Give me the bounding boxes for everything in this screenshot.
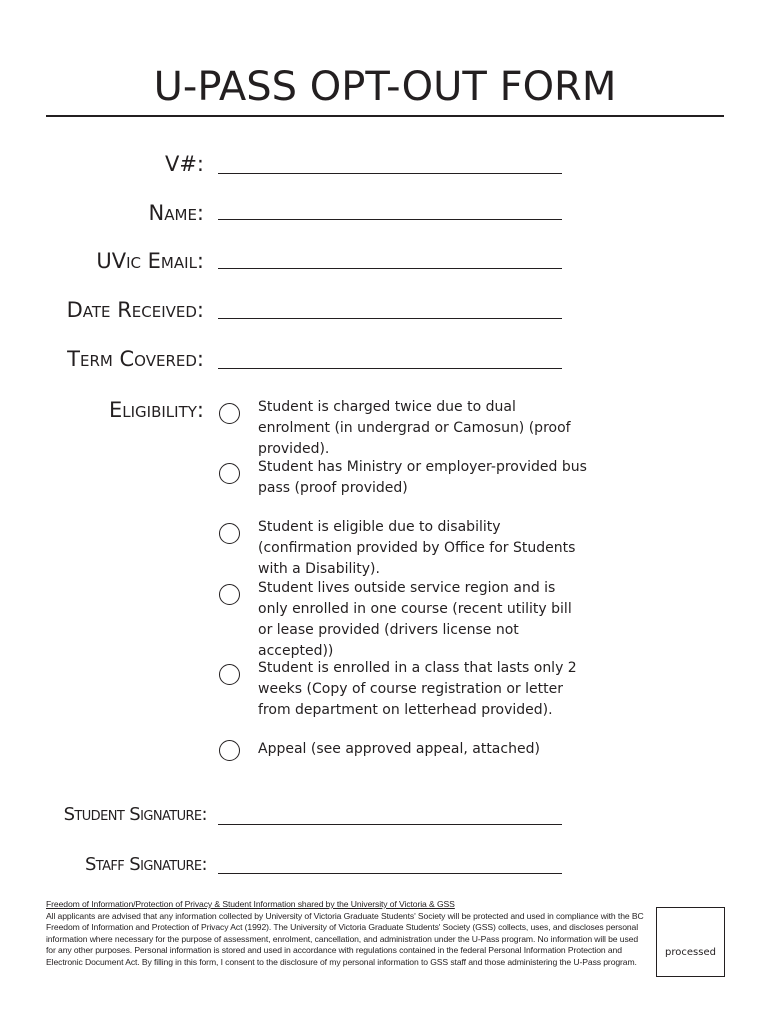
privacy-notice-title: Freedom of Information/Protection of Privacy & Student Information shared by the University of Victoria & GSS xyxy=(46,899,455,909)
term-covered-field[interactable] xyxy=(218,368,562,369)
eligibility-option-text: Student is eligible due to disability (confirmation provided by Office for Students with a Disability). xyxy=(258,519,576,577)
eligibility-label: Eligibility: xyxy=(109,398,204,422)
name-label: Name: xyxy=(148,201,204,225)
eligibility-option-outside-region-radio[interactable] xyxy=(219,584,240,605)
privacy-notice xyxy=(46,899,646,969)
date-received-field[interactable] xyxy=(218,318,562,319)
student-signature-field[interactable] xyxy=(218,824,562,825)
eligibility-option-short-class-radio[interactable] xyxy=(219,664,240,685)
eligibility-option-text: Student has Ministry or employer-provided bus pass (proof provided) xyxy=(258,459,587,496)
v-number-label: V#: xyxy=(164,152,204,176)
form-title: U-PASS OPT-OUT FORM xyxy=(153,64,617,110)
eligibility-option-appeal-radio[interactable] xyxy=(219,740,240,761)
date-received-label: Date Received: xyxy=(66,298,204,322)
eligibility-option-text: Student lives outside service region and is only enrolled in one course (recent utility bill or lease provided (drivers license not accepted)) xyxy=(258,580,572,659)
term-covered-label: Term Covered: xyxy=(67,347,204,371)
student-signature-label: Student Signature: xyxy=(63,804,207,825)
staff-signature-field[interactable] xyxy=(218,873,562,874)
eligibility-option-text: Student is enrolled in a class that lasts only 2 weeks (Copy of course registration or letter from department on letterhead provided). xyxy=(258,660,577,718)
privacy-notice-body: All applicants are advised that any information collected by University of Victoria Graduate Students' Society will be protected and used in compliance with the BC Freedom of Information and Protection of Privacy Act (1992). The University of Victoria Graduate Students' Society (GSS) collects, uses, and discloses personal information where necessary for the purpose of assessment, enrolment, cancellation, and administration under the U-Pass program. No information will be used for any other purposes. Personal information is stored and used in accordance with regulations contained in the federal Personal Information Protection and Electronic Document Act. By filling in this form, I consent to the disclosure of my personal information to GSS staff and those administering the U-Pass program. xyxy=(46,910,644,967)
eligibility-option-disability-radio[interactable] xyxy=(219,523,240,544)
processed-stamp-box[interactable] xyxy=(656,907,725,977)
name-field[interactable] xyxy=(218,219,562,220)
uvic-email-label: UVic Email: xyxy=(96,249,204,273)
eligibility-option-text: Student is charged twice due to dual enrolment (in undergrad or Camosun) (proof provided). xyxy=(258,399,571,457)
v-number-field[interactable] xyxy=(218,173,562,174)
staff-signature-label: Staff Signature: xyxy=(84,854,207,875)
title-underline xyxy=(46,115,724,117)
eligibility-option-text: Appeal (see approved appeal, attached) xyxy=(258,741,540,757)
processed-label: processed xyxy=(665,947,716,958)
eligibility-option-dual-enrolment-radio[interactable] xyxy=(219,403,240,424)
eligibility-option-bus-pass-radio[interactable] xyxy=(219,463,240,484)
uvic-email-field[interactable] xyxy=(218,268,562,269)
